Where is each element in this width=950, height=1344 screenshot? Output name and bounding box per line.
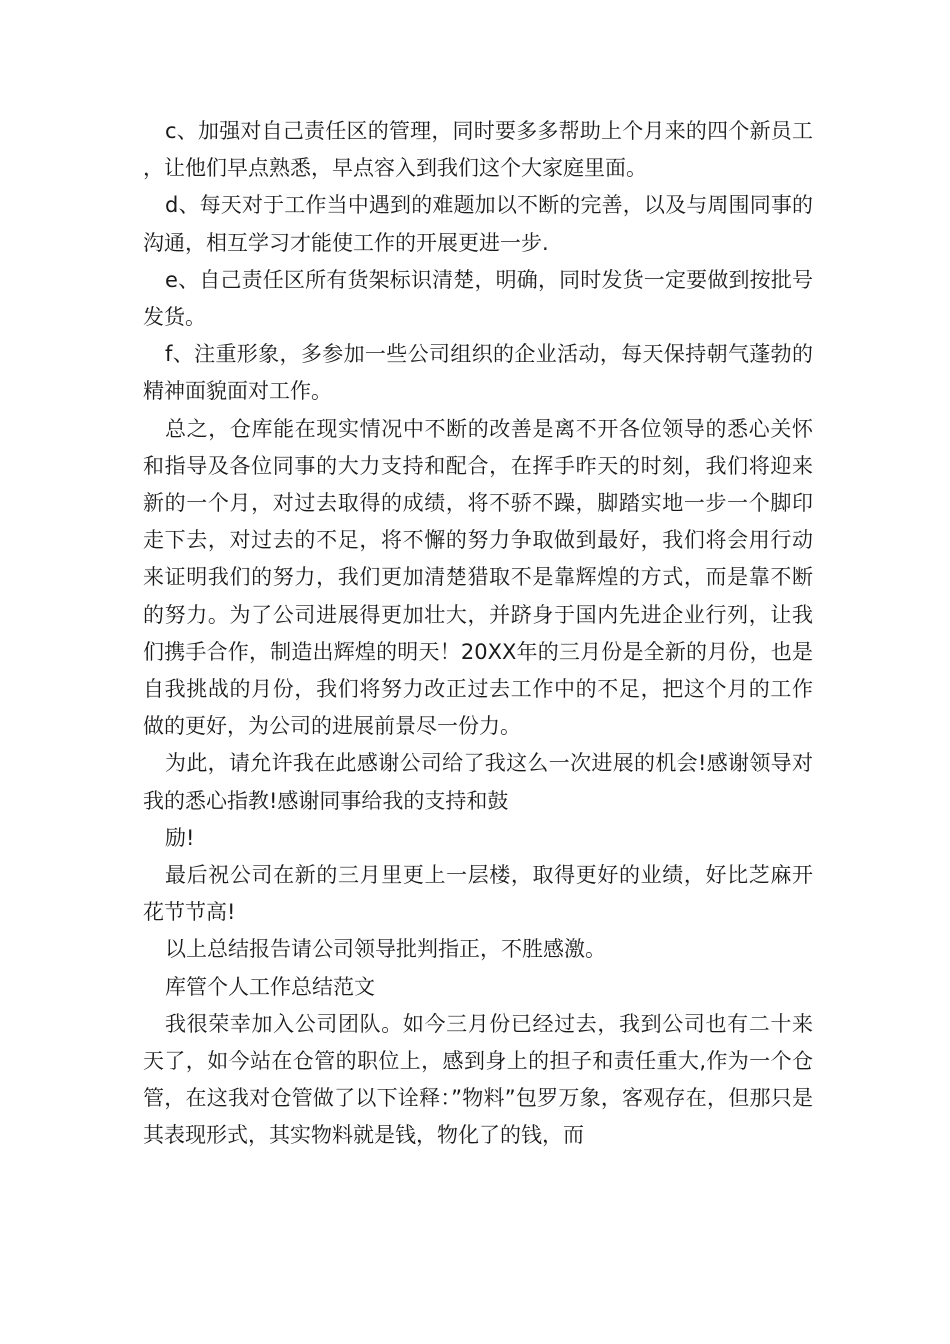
paragraph-item-e: e、自己责任区所有货架标识清楚，明确，同时发货一定要做到按批号发货。: [143, 267, 813, 330]
paragraph-item-c: c、加强对自己责任区的管理，同时要多多帮助上个月来的四个新员工，让他们早点熟悉，早点容入到我们这个大家庭里面。: [143, 119, 813, 181]
paragraph-intro: 我很荣幸加入公司团队。如今三月份已经过去，我到公司也有二十来天了，如今站在仓管的职位上，感到身上的担子和责任重大,作为一个仓管，在这我对仓管做了以下诠释：”物料”包罗万象，客观存在，但那只是其表现形式，其实物料就是钱，物化了的钱，而: [143, 1011, 813, 1148]
section-heading: 库管个人工作总结范文: [165, 974, 375, 999]
paragraph-thanks: 为此，请允许我在此感谢公司给了我这么一次进展的机会!感谢领导对我的悉心指教!感谢同事给我的支持和鼓: [143, 751, 813, 813]
document-body: [143, 113, 813, 1155]
paragraph-closing: 以上总结报告请公司领导批判指正，不胜感激。: [165, 937, 606, 962]
paragraph-wishes: 最后祝公司在新的三月里更上一层楼，取得更好的业绩，好比芝麻开花节节高!: [143, 863, 813, 925]
paragraph-thanks-end: 励!: [165, 825, 195, 850]
paragraph-item-f: f、注重形象，多参加一些公司组织的企业活动，每天保持朝气蓬勃的精神面貌面对工作。: [143, 342, 813, 404]
paragraph-item-d: d、每天对于工作当中遇到的难题加以不断的完善，以及与周围同事的沟通，相互学习才能使工作的开展更进一步.: [143, 193, 813, 255]
paragraph-summary: 总之，仓库能在现实情况中不断的改善是离不开各位领导的悉心关怀和指导及各位同事的大力支持和配合，在挥手昨天的时刻，我们将迎来新的一个月，对过去取得的成绩，将不骄不躁，脚踏实地一步一个脚印走下去，对过去的不足，将不懈的努力争取做到最好，我们将会用行动来证明我们的努力，我们更加清楚猎取不是靠辉煌的方式，而是靠不断的努力。为了公司进展得更加壮大，并跻身于国内先进企业行列，让我们携手合作，制造出辉煌的明天！20XX年的三月份是全新的月份，也是自我挑战的月份，我们将努力改正过去工作中的不足，把这个月的工作做的更好，为公司的进展前景尽一份力。: [143, 416, 813, 739]
